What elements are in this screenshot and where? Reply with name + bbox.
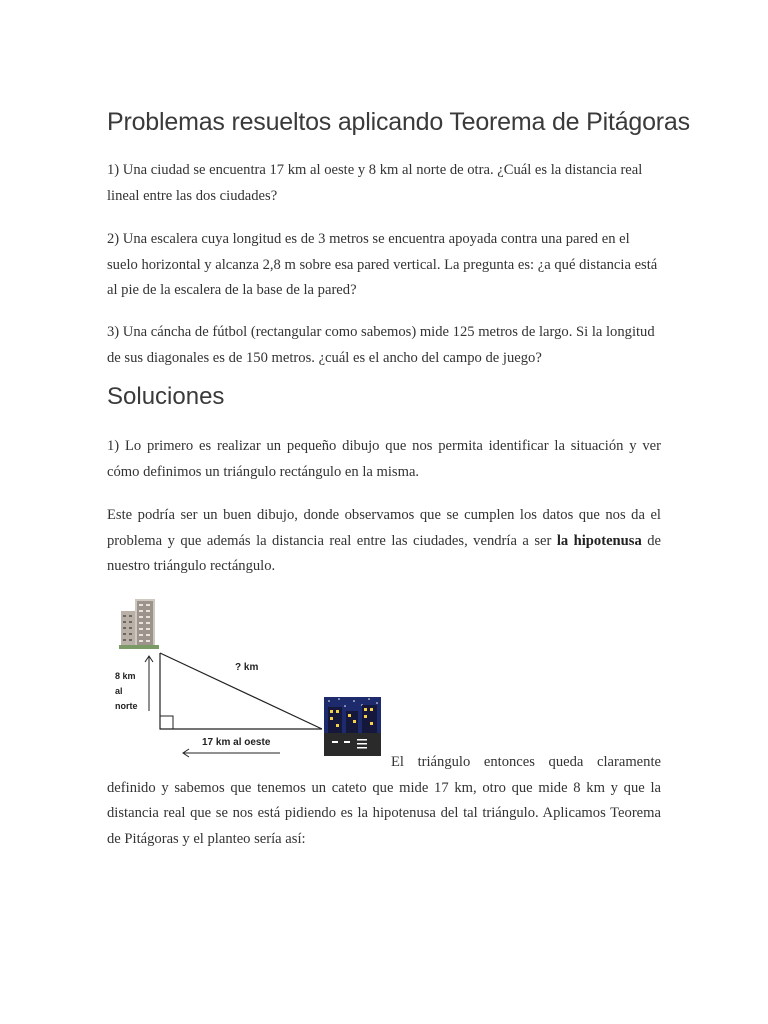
right-angle-mark <box>160 716 173 729</box>
vertical-leg-label-1: 8 km <box>115 671 136 681</box>
problem-3: 3) Una cáncha de fútbol (rectangular como sabemos) mide 125 metros de largo. Si la longitud de sus diagonales es de 150 metros. ¿cuál es el ancho del campo de juego? <box>107 324 655 366</box>
arrow-left-icon <box>183 749 280 757</box>
tall-building-icon <box>119 599 159 649</box>
solution-text-after: de nuestro triángulo rectángulo. <box>107 532 661 574</box>
horizontal-leg-label: 17 km al oeste <box>202 737 271 748</box>
solution-1-explanation: El triángulo entonces queda claramente definido y sabemos que tenemos un cateto que mide 17 km, otro que mide 8 km y que la distancia real que se nos está pidiendo es la hipotenusa del tal triángulo. Aplicamos Teorema de Pitágoras y el planteo sería así: <box>107 754 661 847</box>
triangle-diagram <box>107 595 392 760</box>
solution-1-drawing-text <box>107 503 661 580</box>
vertical-leg-label-2: al <box>115 686 123 696</box>
problem-1: 1) Una ciudad se encuentra 17 km al oeste y 8 km al norte de otra. ¿Cuál es la distancia real lineal entre las dos ciudades? <box>107 162 643 204</box>
page-title: Problemas resueltos aplicando Teorema de Pitágoras <box>107 108 690 136</box>
arrow-up-icon <box>145 656 153 711</box>
problem-2: 2) Una escalera cuya longitud es de 3 metros se encuentra apoyada contra una pared en el suelo horizontal y alcanza 2,8 m sobre esa pared vertical. La pregunta es: ¿a qué distancia está al pie de la escalera de la base de la pared? <box>107 231 658 298</box>
solutions-heading: Soluciones <box>107 383 225 410</box>
hypotenuse-term: la hipotenusa <box>556 532 642 549</box>
vertical-leg-label-3: norte <box>115 701 138 711</box>
triangle-figure <box>107 595 392 760</box>
hypotenuse-label: ? km <box>235 662 259 673</box>
solution-text-before: Este podría ser un buen dibujo, donde observamos que se cumplen los datos que nos da el problema y que además la distancia real entre las ciudades, vendría a ser <box>107 507 661 549</box>
night-city-icon <box>324 697 381 756</box>
solution-1-intro: 1) Lo primero es realizar un pequeño dibujo que nos permita identificar la situación y ver cómo definimos un triángulo rectángulo en la misma. <box>107 438 661 480</box>
